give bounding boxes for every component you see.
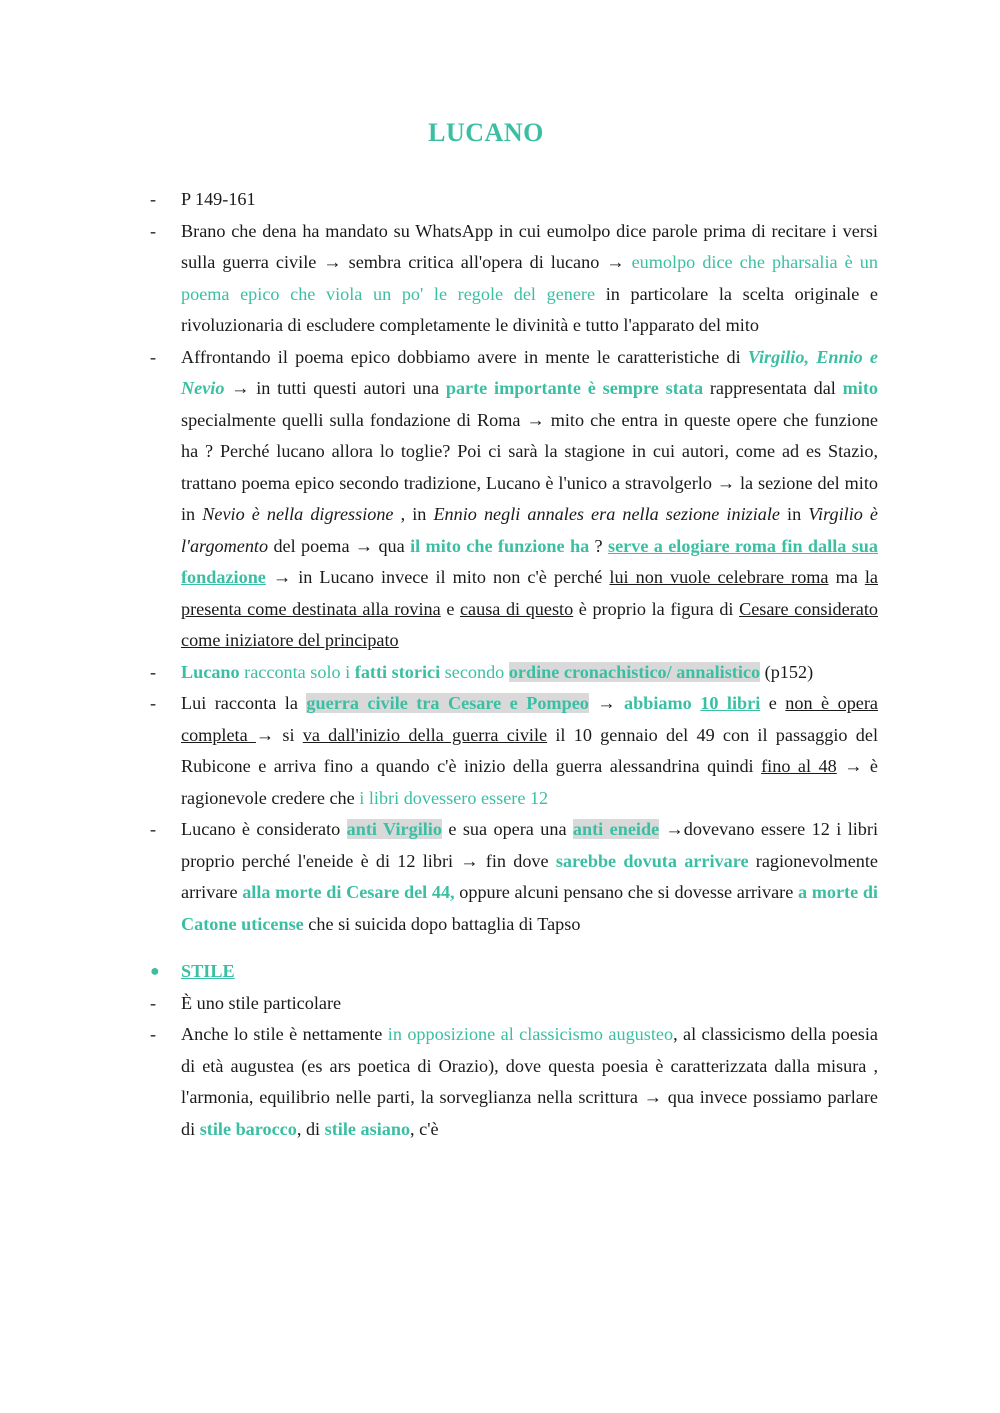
text-segment: → si	[255, 724, 303, 745]
text-segment: , di	[296, 1118, 325, 1139]
text-segment: alla morte di Cesare del 44,	[242, 882, 455, 902]
dash-marker: -	[150, 1024, 157, 1044]
text-segment: → è ragionevole credere che	[181, 756, 878, 808]
text-segment: rappresentata dal	[703, 378, 843, 398]
text-segment: mito	[842, 378, 878, 398]
text-segment: secondo	[440, 661, 509, 682]
dash-marker: -	[150, 992, 157, 1013]
text-segment: → in tutti questi autori una	[224, 378, 446, 398]
text-segment: eumolpo dice che pharsalia è un poema epico che viola un po' le regole del genere	[181, 252, 878, 304]
text-segment: e	[760, 693, 786, 713]
list-item	[150, 988, 878, 1020]
text-segment: racconta solo i	[239, 661, 355, 682]
dash-marker: -	[150, 819, 157, 839]
text-segment: specialmente quelli sulla fondazione di Roma → mito che entra in queste opere che funzione ha ? Perché lucano allora lo toglie? Poi ci sarà la stagione in cui autori, come ad es Stazio, trattano poema epico secondo tradizione, Lucano è l'unico a stravolgerlo → la sezione del mito in	[181, 409, 878, 524]
text-segment: →	[588, 693, 625, 713]
text-segment: ?	[589, 535, 609, 556]
text-segment: e sua opera una	[441, 819, 573, 839]
text-segment: parte importante è sempre stata	[445, 378, 704, 398]
list-item	[150, 814, 878, 940]
list-item	[150, 342, 878, 657]
text-segment: che si suicida dopo battaglia di Tapso	[303, 913, 581, 934]
text-segment: Anche lo stile è nettamente	[181, 1024, 388, 1044]
text-segment: i libri dovessero essere 12	[359, 787, 549, 808]
section-heading-item	[150, 956, 878, 988]
dash-marker: -	[150, 693, 157, 713]
text-segment: ragionevolmente arrivare	[181, 850, 878, 902]
text-segment: STILE	[181, 961, 235, 981]
list-item	[150, 1019, 878, 1145]
notes-list	[150, 184, 878, 1145]
text-segment: , c'è	[410, 1118, 439, 1139]
list-item	[150, 657, 878, 689]
text-segment: Nevio è nella digressione	[202, 504, 394, 524]
text-segment: Affrontando il poema epico dobbiamo avere in mente le caratteristiche di	[181, 346, 748, 367]
dash-marker: -	[150, 220, 157, 241]
text-segment: a morte di Catone uticense	[181, 882, 878, 934]
text-segment: anti Virgilio	[346, 819, 442, 839]
list-item	[150, 184, 878, 216]
text-segment: è proprio la figura di	[573, 598, 740, 619]
text-segment: il mito che funzione ha	[410, 535, 590, 556]
text-segment: Ennio negli annales era nella sezione iniziale	[433, 504, 780, 524]
text-segment: stile asiano	[324, 1118, 411, 1139]
text-segment: fino al 48	[761, 756, 837, 776]
text-segment: Lucano	[181, 661, 240, 682]
text-segment: e	[440, 598, 460, 619]
list-item	[150, 216, 878, 342]
text-segment: la presenta come destinata alla rovina	[181, 567, 878, 619]
text-segment: stile barocco	[199, 1118, 297, 1139]
text-segment: abbiamo	[624, 693, 701, 713]
text-segment: oppure alcuni pensano che si dovesse arrivare	[454, 882, 798, 902]
text-segment: Lucano è considerato	[181, 819, 347, 839]
text-segment: in particolare la scelta originale e rivoluzionaria di escludere completamente le divinità e tutto l'apparato del mito	[181, 283, 878, 335]
text-segment: (p152)	[760, 661, 814, 682]
text-segment: P 149-161	[181, 189, 256, 209]
text-segment: , in	[393, 504, 434, 524]
text-segment: → in Lucano invece il mito non c'è perché	[265, 567, 610, 587]
text-segment: È uno stile particolare	[181, 992, 342, 1013]
text-segment: Cesare considerato come iniziatore del principato	[181, 598, 878, 650]
text-segment: in	[779, 504, 809, 524]
text-segment: Lui racconta la	[181, 693, 307, 713]
text-segment: serve a elogiare roma fin dalla sua fondazione	[181, 535, 878, 587]
text-segment: Virgilio è l'argomento	[181, 504, 879, 556]
text-segment: , al classicismo della poesia di età augustea (es ars poetica di Orazio), dove questa poesia è caratterizzata dalla misura , l'armonia, equilibrio nelle parti, la sorveglianza nella scrittura → qua invece possiamo parlare di	[181, 1024, 878, 1139]
text-segment: lui non vuole celebrare roma	[609, 567, 829, 587]
text-segment: in opposizione al classicismo augusteo	[387, 1024, 674, 1044]
text-segment: il 10 gennaio del 49 con il passaggio del Rubicone e arriva fino a quando c'è inizio della guerra alessandrina quindi	[181, 724, 878, 776]
document-title: LUCANO	[428, 118, 544, 147]
text-segment: del poema → qua	[268, 535, 411, 556]
text-segment: va dall'inizio della guerra civile	[302, 724, 548, 745]
list-item	[150, 688, 878, 814]
text-segment: ordine cronachistico/ annalistico	[508, 661, 761, 682]
bullet-marker: ●	[150, 963, 160, 980]
text-segment: causa di questo	[459, 598, 574, 619]
dash-marker: -	[150, 346, 157, 367]
text-segment: non è opera completa	[181, 693, 879, 745]
text-segment: Virgilio, Ennio e Nevio	[181, 346, 879, 398]
text-segment: Brano che dena ha mandato su WhatsApp in cui eumolpo dice parole prima di recitare i versi sulla guerra civile → sembra critica all'opera di lucano →	[181, 220, 878, 272]
text-segment: fatti storici	[354, 661, 441, 682]
text-segment: →dovevano essere 12 i libri proprio perché l'eneide è di 12 libri → fin dove	[181, 819, 878, 871]
dash-marker: -	[150, 189, 157, 209]
text-segment: 10 libri	[700, 693, 761, 713]
dash-marker: -	[150, 661, 157, 682]
text-segment: sarebbe dovuta arrivare	[555, 850, 749, 871]
text-segment: anti eneide	[572, 819, 660, 839]
text-segment: guerra civile tra Cesare e Pompeo	[306, 693, 589, 713]
text-segment: ma	[828, 567, 865, 587]
